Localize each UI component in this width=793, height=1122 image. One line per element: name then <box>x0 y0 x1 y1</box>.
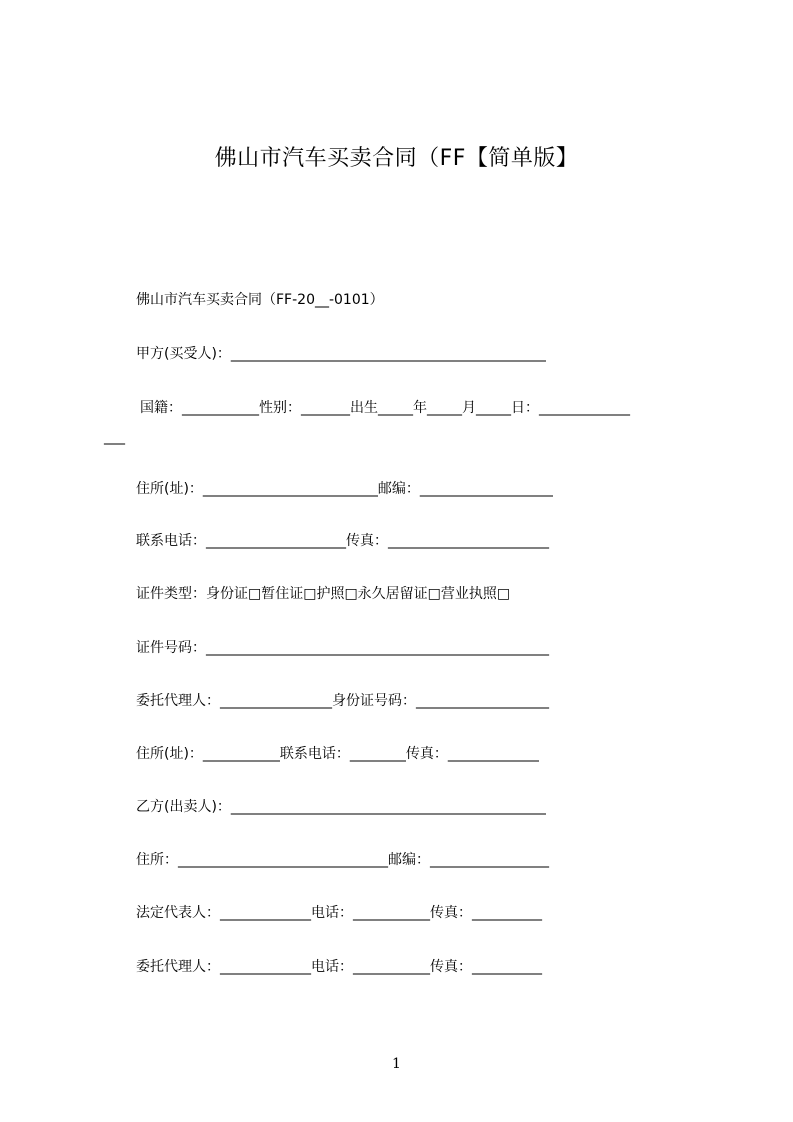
phone-fax-line: 联系电话：____________________传真：_______________________ <box>136 533 549 549</box>
id-number-line: 证件号码：_________________________________________________ <box>136 640 549 656</box>
seller-agent-line: 委托代理人：_____________电话：___________传真：__________ <box>136 959 542 975</box>
nationality-gender-birth-line: 国籍：___________性别：_______出生_____年_____月_____日：_____________ <box>140 400 630 416</box>
party-b-seller-line: 乙方(出卖人)：_____________________________________________ <box>136 799 546 815</box>
nationality-line-continuation: ___ <box>104 429 125 445</box>
address-postcode-line: 住所(址)：_________________________邮编：___________________ <box>136 481 553 497</box>
document-title: 佛山市汽车买卖合同（FF【简单版】 <box>214 146 579 171</box>
id-type-line: 证件类型：身份证□暂住证□护照□永久居留证□营业执照□ <box>136 586 511 602</box>
agent-address-line: 住所(址)：___________联系电话：________传真：_____________ <box>136 746 539 762</box>
agent-id-line: 委托代理人：________________身份证号码：___________________ <box>136 693 549 709</box>
seller-address-line: 住所：______________________________邮编：_________________ <box>136 852 549 868</box>
legal-representative-line: 法定代表人：_____________电话：___________传真：__________ <box>136 905 542 921</box>
party-a-buyer-line: 甲方(买受人)：_____________________________________________ <box>136 346 546 362</box>
contract-code-line: 佛山市汽车买卖合同（FF-20__-0101） <box>136 292 384 308</box>
page-number: 1 <box>392 1056 401 1072</box>
